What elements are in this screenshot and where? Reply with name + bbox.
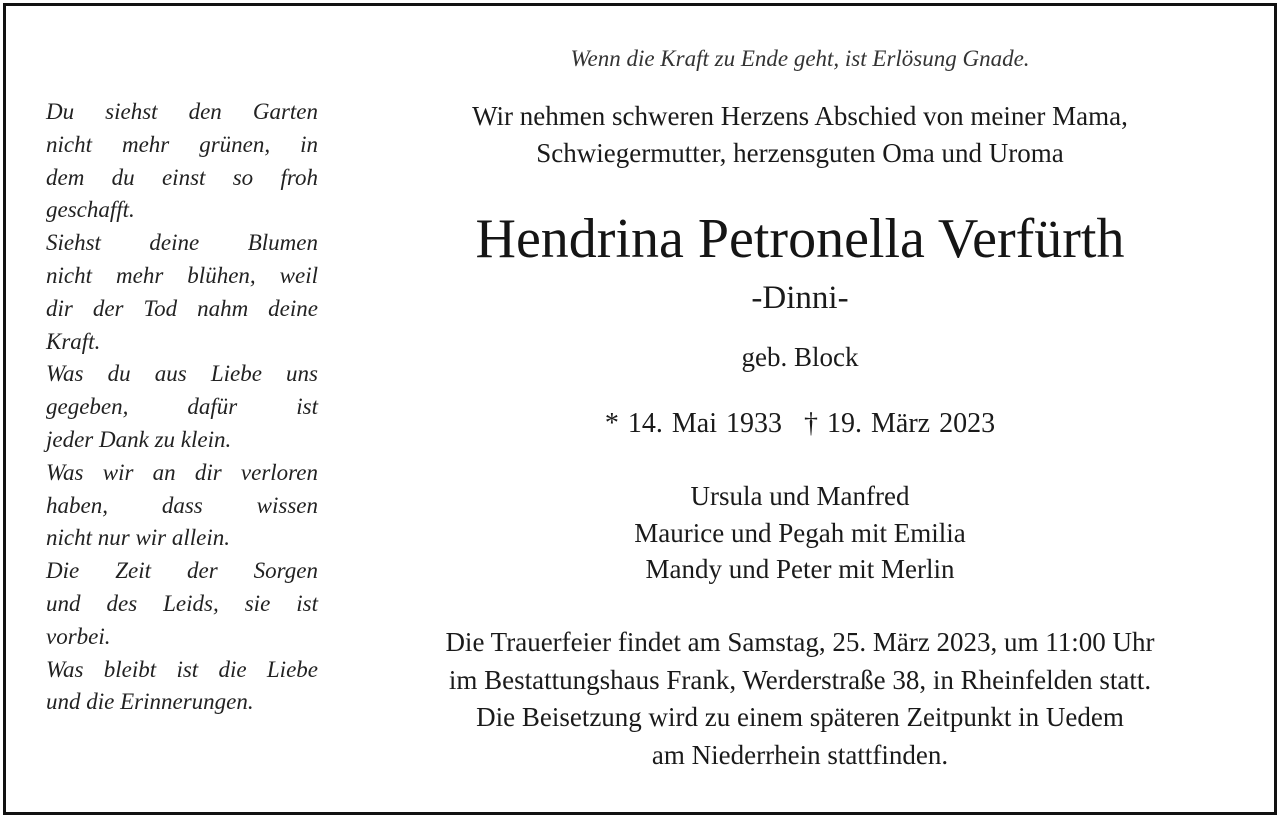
family-member: Mandy und Peter mit Merlin (645, 554, 955, 584)
poem-line: jeder Dank zu klein. (46, 426, 232, 452)
poem-line: Was bleibt ist die Liebe (46, 656, 318, 682)
ceremony-line: am Niederrhein stattfinden. (651, 739, 949, 770)
poem-line: nicht mehr grünen, in (46, 131, 318, 157)
poem-line: Die Zeit der Sorgen (46, 558, 318, 584)
birth-date: * 14. Mai 1933 (604, 408, 783, 439)
deceased-name: Hendrina Petronella Verfürth (475, 208, 1125, 270)
poem-line: Was wir an dir verloren (46, 459, 318, 485)
poem-line: und die Erinnerungen. (46, 689, 254, 715)
ceremony-line: Die Trauerfeier findet am Samstag, 25. März 2023, um 11:00 Uhr (445, 627, 1155, 657)
poem-line: Kraft. (46, 328, 101, 354)
motto: Wenn die Kraft zu Ende geht, ist Erlösung Gnade. (570, 46, 1030, 71)
poem-line: gegeben, dafür ist (46, 394, 318, 420)
death-date: † 19. März 2023 (804, 408, 996, 439)
poem (46, 96, 318, 719)
life-dates (330, 408, 1270, 440)
ceremony-line: im Bestattungshaus Frank, Werderstraße 38, in Rheinfelden statt. (448, 664, 1152, 695)
poem-line: geschafft. (46, 197, 135, 223)
birth-name: geb. Block (741, 342, 859, 372)
ceremony-line: Die Beisetzung wird zu einem späteren Zeitpunkt in Uedem (476, 702, 1124, 732)
poem-line: dir der Tod nahm deine (46, 295, 318, 321)
family-member: Maurice und Pegah mit Emilia (634, 517, 966, 548)
family-member: Ursula und Manfred (690, 481, 910, 511)
intro-text (330, 98, 1270, 172)
poem-line: Was du aus Liebe uns (46, 361, 318, 387)
family-list (330, 478, 1270, 588)
poem-line: dem du einst so froh (46, 164, 318, 190)
poem-line: nicht nur wir allein. (46, 525, 230, 551)
intro-line: Wir nehmen schweren Herzens Abschied von meiner Mama, (472, 101, 1128, 131)
poem-line: Siehst deine Blumen (46, 230, 318, 256)
poem-line: nicht mehr blühen, weil (46, 262, 318, 288)
poem-line: und des Leids, sie ist (46, 590, 318, 616)
intro-line: Schwiegermutter, herzensguten Oma und Uroma (536, 138, 1064, 168)
deceased-nickname: -Dinni- (751, 280, 849, 316)
poem-line: vorbei. (46, 623, 111, 649)
poem-line: Du siehst den Garten (46, 99, 318, 124)
ceremony-info (330, 624, 1270, 774)
poem-line: haben, dass wissen (46, 492, 318, 518)
